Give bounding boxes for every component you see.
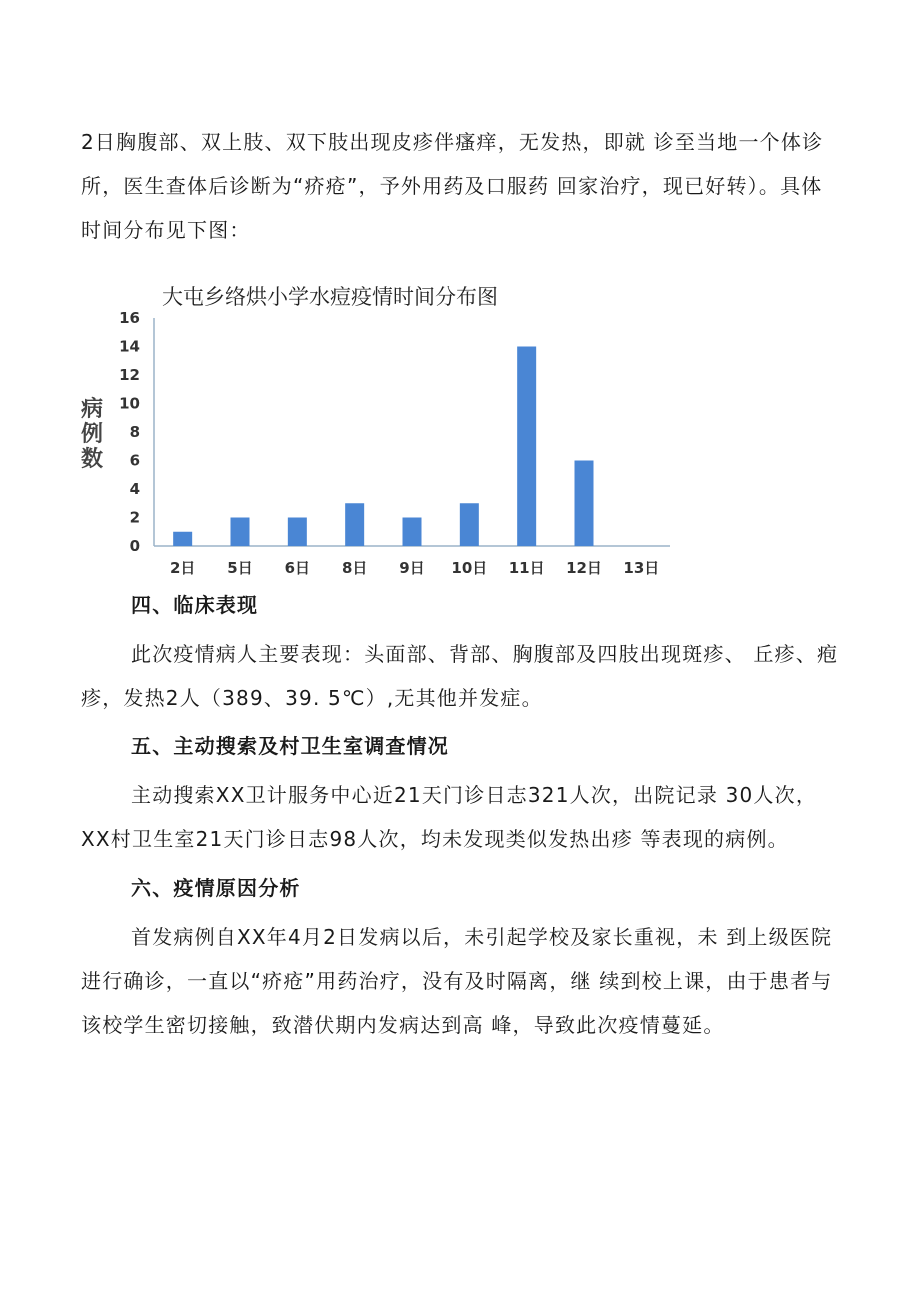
intro-paragraph: 2日胸腹部、双上肢、双下肢出现皮疹伴瘙痒，无发热，即就 诊至当地一个体诊所，医生查体后诊断为“疥疮”，予外用药及口服药 回家治疗，现已好转）。具体时间分布见下图： (81, 130, 824, 242)
clinical-paragraph: 此次疫情病人主要表现：头面部、背部、胸腹部及四肢出现斑疹、 丘疹、疱疹，发热2人（389、39. 5℃）,无其他并发症。 (81, 642, 839, 710)
y-label-char: 例 (80, 422, 104, 447)
x-tick-label: 11日 (508, 559, 545, 577)
x-tick-label: 10日 (451, 559, 488, 577)
cause-paragraph: 首发病例自XX年4月2日发病以后，未引起学校及家长重视，未 到上级医院进行确诊，一直以“疥疮”用药治疗，没有及时隔离，继 续到校上课，由于患者与该校学生密切接触，致潜伏期内发病达到高 峰，导致此次疫情蔓延。 (81, 925, 833, 1037)
chart-y-label (81, 396, 103, 472)
chart-title: 大屯乡络烘小学水痘疫情时间分布图 (162, 285, 498, 309)
x-tick-label: 8日 (341, 559, 368, 577)
bar-2日 (173, 532, 192, 546)
x-tick-label: 12日 (566, 559, 602, 577)
bar-9日 (403, 518, 422, 547)
bar-5日 (231, 518, 250, 547)
bar-6日 (288, 518, 307, 547)
y-tick-label: 12 (119, 366, 140, 384)
section-heading-clinical: 四、临床表现 (131, 593, 259, 617)
x-tick-label: 6日 (284, 559, 311, 577)
bar-10日 (460, 503, 479, 546)
y-tick-label: 0 (129, 537, 140, 555)
y-tick-label: 8 (129, 423, 140, 441)
section-heading-cause: 六、疫情原因分析 (131, 876, 301, 900)
chart-y-ticks (119, 309, 140, 555)
x-tick-label: 5日 (227, 559, 253, 577)
x-tick-label: 2日 (169, 559, 196, 577)
y-tick-label: 10 (119, 394, 140, 413)
y-tick-label: 4 (129, 480, 140, 498)
y-label-char: 病 (80, 397, 104, 422)
bar-12日 (575, 461, 594, 547)
y-tick-label: 2 (129, 508, 140, 527)
time-distribution-chart (72, 278, 682, 578)
chart-x-ticks (170, 559, 659, 577)
section-heading-search: 五、主动搜索及村卫生室调查情况 (131, 734, 449, 758)
bar-11日 (517, 347, 536, 547)
y-tick-label: 6 (129, 451, 140, 470)
x-tick-label: 9日 (399, 559, 425, 577)
chart-bars (173, 347, 593, 547)
y-tick-label: 14 (119, 337, 140, 356)
x-tick-label: 13日 (623, 559, 660, 577)
bar-8日 (345, 503, 364, 546)
search-paragraph: 主动搜索XX卫计服务中心近21天门诊日志321人次，出院记录 30人次，XX村卫生室21天门诊日志98人次，均未发现类似发热出疹 等表现的病例。 (81, 783, 818, 851)
y-label-char: 数 (80, 447, 104, 472)
y-tick-label: 16 (119, 309, 140, 327)
